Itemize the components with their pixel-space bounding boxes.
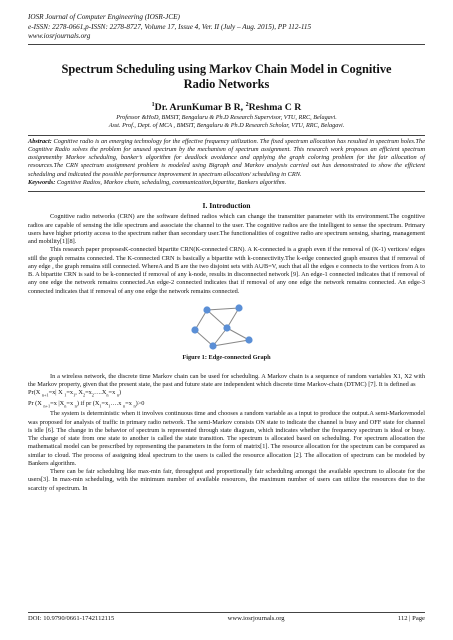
- footer-website: www.iosrjournals.org: [227, 615, 285, 622]
- author-sup-1: 1: [151, 101, 155, 108]
- graph-edge-8: [213, 340, 249, 346]
- graph-node-1: [203, 306, 210, 313]
- graph-node-2: [235, 304, 242, 311]
- keywords-label: Keywords:: [28, 179, 56, 187]
- footer-divider: [28, 612, 425, 613]
- graph-node-3: [191, 326, 198, 333]
- abstract-divider-top: [28, 135, 425, 136]
- body-paragraph-4: The system is deterministic when it involves continuous time and chooses a random variable as a input to produce the output.A semi-Markovmodel was proposed for analysis of traffic in primary radio network. The semi-Markov consists ON state to indicate the channel is busy and OFF state for channel is idle [6]. The change in the behavior of spectrum is represented through state diagram, which indicates whether the frequency spectrum is ideal or busy. The change of state from one state to another is called the state transition. The spectrum is allocated based on scheduling. For spectrum allocation the mathematical model can be prescribed by representing the parameters in the form of matrix[1]. The resource allocation for the spectrum can be compared as similar to cloud. The process of assigning ideal spectrum to the users is called the resource allocation [2]. The allocation of spectrum can be modeled by Bankers algorithm.: [28, 410, 425, 467]
- journal-issn: e-ISSN: 2278-0661,p-ISSN: 2278-8727, Volume 17, Issue 4, Ver. II (July – Aug. 2015), PP 112-115: [28, 22, 312, 31]
- intro-paragraph-1: Cognitive radio networks (CRN) are the software defined radios which can change the transmitter parameter with its environment.The cognitive radios are capable of sensing the idle spectrum and associate the channel to the user. The cognitive radios are the intelligent to sense the spectrum. Primary users have higher priority access to the spectrum rather than secondary user.The functionalities of cognitive radio are spectrum sensing, sharing, management and mobility[1][8].: [28, 213, 425, 246]
- affiliation-1: Professor &HoD, BMSIT, Bengaluru & Ph.D Research Supervisor, VTU, RRC, Belagavi.: [116, 113, 337, 121]
- keywords: [28, 179, 425, 187]
- abstract: [28, 138, 425, 179]
- graph-node-4: [223, 324, 230, 331]
- journal-name: IOSR Journal of Computer Engineering (IOSR-JCE): [28, 13, 180, 21]
- graph-edges: [195, 308, 249, 346]
- journal-website: www.iosrjournals.org: [28, 32, 91, 41]
- journal-header: [28, 13, 425, 42]
- author-1: Dr. ArunKumar B R,: [154, 101, 246, 113]
- graph-edge-3: [207, 310, 227, 328]
- affiliation-2: Asst. Prof., Dept. of MCA , BMSIT, Bengaluru & Ph.D Research Scholar, VTU, RRC, Belagavi.: [108, 122, 345, 130]
- abstract-text: Cognitive radio is an emerging technology for the effective frequency utilization. The fixed spectrum allocation has resulted in spectrum holes.The Cognitive Radio solves the problem for unused spectrum by the mechanism of spectrum assignment. This research work proposes an efficient spectrum assignmentby Markov scheduling, banker’s algorithm for deadlock avoidance and applying the graph coloring problem for the fair allocation of resources.The CRN spectrum assignment problem is modeled using Bigraph and Markov analysis carried out has demonstrated to show the efficient scheduling and indicated the possible performance improvement in spectrum allocation/ scheduling in CRN.: [28, 137, 425, 178]
- author-2: Reshma C R: [248, 101, 302, 113]
- footer-page-number: 112 | Page: [397, 615, 425, 622]
- edge-connected-graph-figure: [187, 302, 267, 352]
- author-list: [28, 99, 425, 114]
- footer-doi: DOI: 10.9790/0661-1742112115: [28, 615, 115, 622]
- paper-title: Spectrum Scheduling using Markov Chain Model in Cognitive Radio Networks: [61, 61, 392, 91]
- intro-paragraph-2: This research paper proposesK-connected bipartite CRN(K-connected CRN). A K-connected is a graph even if the removal of (K-1) vertices/ edges still the graph remains connected. The K-connected CRN is basically a bipartite with k-connectivity.The k-edge connected graph ensures that if removal of any edge , the graph remains still connected. WhereA and B are the two disjoint sets with A∪B=V, such that all the edges e connects to the vertices from A to B. A bipartite CRN is said to be k-connected if removal of any k-node, results in disconnected network [9]. An edge-1 connected indicates that if removal of any one edge the network remains connected.An edge-2 connected indicates that if removal of any one edge the network remains connected. An edge-3 connected indicates that if removal of any one edge the network remains connected.: [28, 246, 425, 295]
- graph-node-6: [245, 336, 252, 343]
- graph-edge-7: [227, 328, 249, 340]
- figure-caption: Figure 1: Edge-connected Graph: [182, 353, 271, 361]
- markov-formula-1: Pr(X $_{n+1}$=x| X $_1=x_1$, $X_2=x_2\dots.X_n=x$ $_n$): [28, 389, 122, 398]
- abstract-label: Abstract:: [28, 137, 52, 145]
- page-footer: [28, 615, 425, 622]
- body-paragraph-3: In a wireless network, the discrete time Markov chain can be used for scheduling. A Markov chain is a sequence of random variables X1, X2 with the Markov property, given that the present state, the past and future state are independent which discrete time Markov-chain (DTMC) [7]. It is defined as: [28, 372, 425, 389]
- body-paragraph-5: There can be fair scheduling like max-min fair, throughput and proportionally fair scheduling amongst the available spectrum to allocate for the users[3]. In max-min scheduling, with the minimum number of available resources, the maximum number of users can utilize the resources due to the scarcity of spectrum. In: [28, 468, 425, 492]
- author-sup-2: 2: [245, 101, 249, 108]
- section-heading-introduction: I. Introduction: [202, 201, 251, 211]
- markov-formula-2: Pr (X $_{n+1}$=x $|X_n=x$ $_n$) if pr ($X_1=x_1\dots.x$ $_n$=x $_n$)>0: [28, 399, 145, 409]
- abstract-divider-bottom: [28, 191, 425, 192]
- graph-nodes: [191, 304, 252, 349]
- graph-edge-5: [195, 330, 213, 346]
- graph-node-5: [209, 342, 216, 349]
- keywords-text: Cognitive Radios, Markov chain, scheduling, communication,bipartite, Bankers algorithm.: [55, 179, 287, 187]
- header-divider: [28, 44, 425, 45]
- graph-edge-1: [207, 308, 239, 310]
